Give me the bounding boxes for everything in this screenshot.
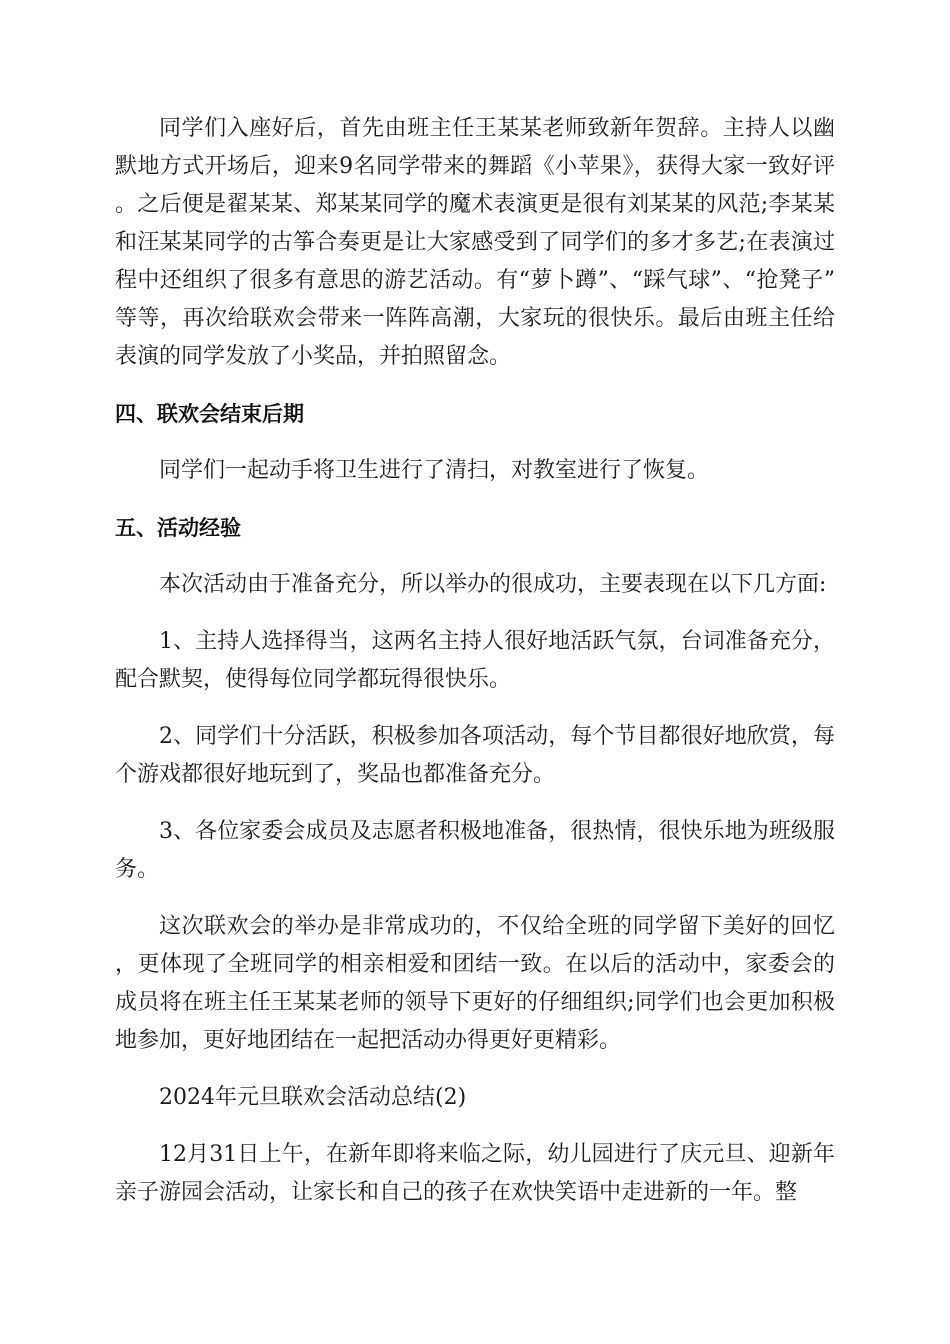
list-item-volunteers: 3、各位家委会成员及志愿者积极地准备，很热情，很快乐地为班级服务。 — [115, 819, 835, 882]
document-subtitle: 2024年元旦联欢会活动总结(2) — [159, 1085, 467, 1110]
document-body — [115, 110, 835, 1231]
section-heading-after-party: 四、联欢会结束后期 — [115, 402, 304, 426]
paragraph-experience-intro: 本次活动由于准备充分，所以举办的很成功，主要表现在以下几方面: — [159, 572, 827, 597]
paragraph-performances: 同学们入座好后，首先由班主任王某某老师致新年贺辞。主持人以幽默地方式开场后，迎来9名同学带来的舞蹈《小苹果》，获得大家一致好评。之后便是翟某某、郑某某同学的魔术表演更是很有刘某某的风范;李某某和汪某某同学的古筝合奏更是让大家感受到了同学们的多才多艺;在表演过程中还组织了很多有意思的游艺活动。有“萝卜蹲”、“踩气球”、“抢凳子”等等，再次给联欢会带来一阵阵高潮，大家玩的很快乐。最后由班主任给表演的同学发放了小奖品，并拍照留念。 — [115, 116, 835, 369]
list-item-students: 2、同学们十分活跃，积极参加各项活动，每个节目都很好地欣赏，每个游戏都很好地玩到了，奖品也都准备充分。 — [115, 724, 835, 787]
paragraph-conclusion: 这次联欢会的举办是非常成功的，不仅给全班的同学留下美好的回忆，更体现了全班同学的相亲相爱和团结一致。在以后的活动中，家委会的成员将在班主任王某某老师的领导下更好的仔细组织;同学们也会更加积极地参加，更好地团结在一起把活动办得更好更精彩。 — [115, 914, 835, 1053]
paragraph-kindergarten: 12月31日上午，在新年即将来临之际，幼儿园进行了庆元旦、迎新年亲子游园会活动，让家长和自己的孩子在欢快笑语中走进新的一年。整 — [115, 1142, 835, 1205]
paragraph-cleanup: 同学们一起动手将卫生进行了清扫，对教室进行了恢复。 — [159, 458, 710, 483]
section-heading-experience: 五、活动经验 — [115, 516, 241, 540]
list-item-hosts: 1、主持人选择得当，这两名主持人很好地活跃气氛，台词准备充分，配合默契，使得每位同学都玩得很快乐。 — [115, 629, 835, 692]
